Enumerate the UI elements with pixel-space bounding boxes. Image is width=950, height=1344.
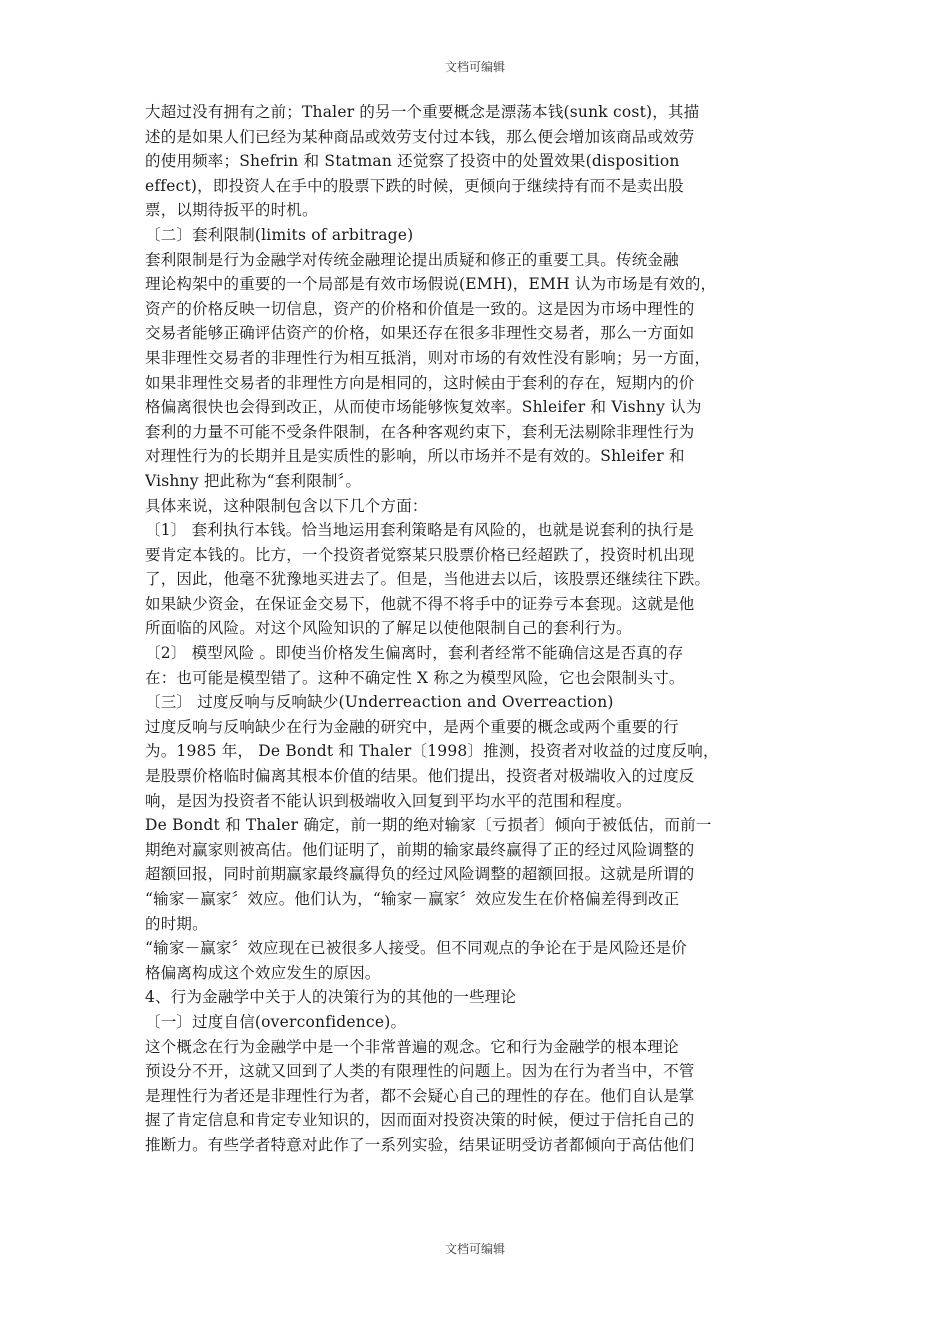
text-line: “输家－赢家〞效应。他们认为，“输家－赢家〞效应发生在价格偏差得到改正 xyxy=(145,890,680,908)
text-line: 套利限制是行为金融学对传统金融理论提出质疑和修正的重要工具。传统金融 xyxy=(145,250,679,269)
text-line: 所面临的风险。对这个风险知识的了解足以使他限制自己的套利行为。 xyxy=(145,619,632,638)
text-line: 4、行为金融学中关于人的决策行为的其他的一些理论 xyxy=(145,988,517,1007)
text-line: 〔1〕 套利执行本钱。恰当地运用套利策略是有风险的，也就是说套利的执行是 xyxy=(145,521,694,540)
text-line: 超额回报，同时前期赢家最终赢得负的经过风险调整的超额回报。这就是所谓的 xyxy=(145,865,695,884)
text-line: 的使用频率；Shefrin 和 Statman 还觉察了投资中的处置效果(disposition xyxy=(145,152,680,171)
text-line: Vishny 把此称为“套利限制〞。 xyxy=(145,471,362,490)
text-line: 对理性行为的长期并且是实质性的影响，所以市场并不是有效的。Shleifer 和 xyxy=(145,447,685,466)
text-line: 格偏离很快也会得到改正，从而使市场能够恢复效率。Shleifer 和 Vishny 认为 xyxy=(145,398,702,417)
text-line: 是理性行为者还是非理性行为者，都不会疑心自己的理性的存在。他们自认是掌 xyxy=(145,1086,695,1105)
text-line: 握了肯定信息和肯定专业知识的，因而面对投资决策的时候，便过于信托自己的 xyxy=(145,1111,695,1130)
text-line: “输家－赢家〞效应现在已被很多人接受。但不同观点的争论在于是风险还是价 xyxy=(145,939,687,958)
text-line: 资产的价格反映一切信息，资产的价格和价值是一致的。这是因为市场中理性的 xyxy=(145,299,695,318)
text-line: effect)，即投资人在手中的股票下跌的时候，更倾向于继续持有而不是卖出股 xyxy=(145,176,684,195)
text-line: 推断力。有些学者特意对此作了一系列实验，结果证明受访者都倾向于高估他们 xyxy=(145,1135,695,1154)
text-line: 述的是如果人们已经为某种商品或效劳支付过本钱，那么便会增加该商品或效劳 xyxy=(145,127,695,146)
text-line: 响，是因为投资者不能认识到极端收入回复到平均水平的范围和程度。 xyxy=(145,791,632,810)
text-line: 如果非理性交易者的非理性方向是相同的，这时候由于套利的存在，短期内的价 xyxy=(145,373,695,392)
text-line: 〔二〕套利限制(limits of arbitrage) xyxy=(145,225,414,244)
text-line: 理论构架中的重要的一个局部是有效市场假说(EMH)，EMH 认为市场是有效的， xyxy=(145,275,717,294)
page-header: 文档可编辑 xyxy=(444,60,505,74)
text-line: 大超过没有拥有之前；Thaler 的另一个重要概念是漂荡本钱(sunk cost)，其描 xyxy=(145,103,700,121)
text-line: 要肯定本钱的。比方，一个投资者觉察某只股票价格已经超跌了，投资时机出现 xyxy=(145,545,695,564)
text-line: 了，因此，他毫不犹豫地买进去了。但是，当他进去以后，该股票还继续往下跌。 xyxy=(145,570,711,589)
text-line: 是股票价格临时偏离其根本价值的结果。他们提出，投资者对极端收入的过度反 xyxy=(145,767,695,786)
page-footer: 文档可编辑 xyxy=(444,1242,505,1256)
text-line: 预设分不开，这就又回到了人类的有限理性的问题上。因为在行为者当中，不管 xyxy=(145,1062,695,1081)
text-line: 这个概念在行为金融学中是一个非常普遍的观念。它和行为金融学的根本理论 xyxy=(145,1037,679,1056)
text-line: 〔2〕 模型风险 。即使当价格发生偏离时，套利者经常不能确信这是否真的存 xyxy=(145,644,684,663)
text-line: 为。1985 年， De Bondt 和 Thaler〔1998〕推测，投资者对收益的过度反响， xyxy=(145,742,719,761)
text-line: 格偏离构成这个效应发生的原因。 xyxy=(145,963,381,982)
text-line: 票，以期待扳平的时机。 xyxy=(145,201,318,220)
text-line: De Bondt 和 Thaler 确定，前一期的绝对输家〔亏损者〕倾向于被低估，而前一 xyxy=(145,816,712,835)
document-body xyxy=(145,100,805,1158)
text-line: 的时期。 xyxy=(145,914,208,933)
text-line: 果非理性交易者的非理性行为相互抵消，则对市场的有效性没有影响；另一方面， xyxy=(145,348,711,367)
text-line: 套利的力量不可能不受条件限制，在各种客观约束下，套利无法剔除非理性行为 xyxy=(145,422,695,441)
text-line: 过度反响与反响缺少在行为金融的研究中，是两个重要的概念或两个重要的行 xyxy=(145,717,679,736)
text-line: 〔一〕过度自信(overconfidence)。 xyxy=(145,1012,407,1031)
text-line: 如果缺少资金，在保证金交易下，他就不得不将手中的证券亏本套现。这就是他 xyxy=(145,594,695,613)
text-line: 具体来说，这种限制包含以下几个方面： xyxy=(145,496,428,515)
text-line: 交易者能够正确评估资产的价格，如果还存在很多非理性交易者，那么一方面如 xyxy=(145,324,695,343)
text-line: 〔三〕 过度反响与反响缺少(Underreaction and Overreaction) xyxy=(145,693,614,712)
text-line: 期绝对赢家则被高估。他们证明了，前期的输家最终赢得了正的经过风险调整的 xyxy=(145,840,695,859)
text-line: 在：也可能是模型错了。这种不确定性 X 称之为模型风险，它也会限制头寸。 xyxy=(145,668,685,687)
